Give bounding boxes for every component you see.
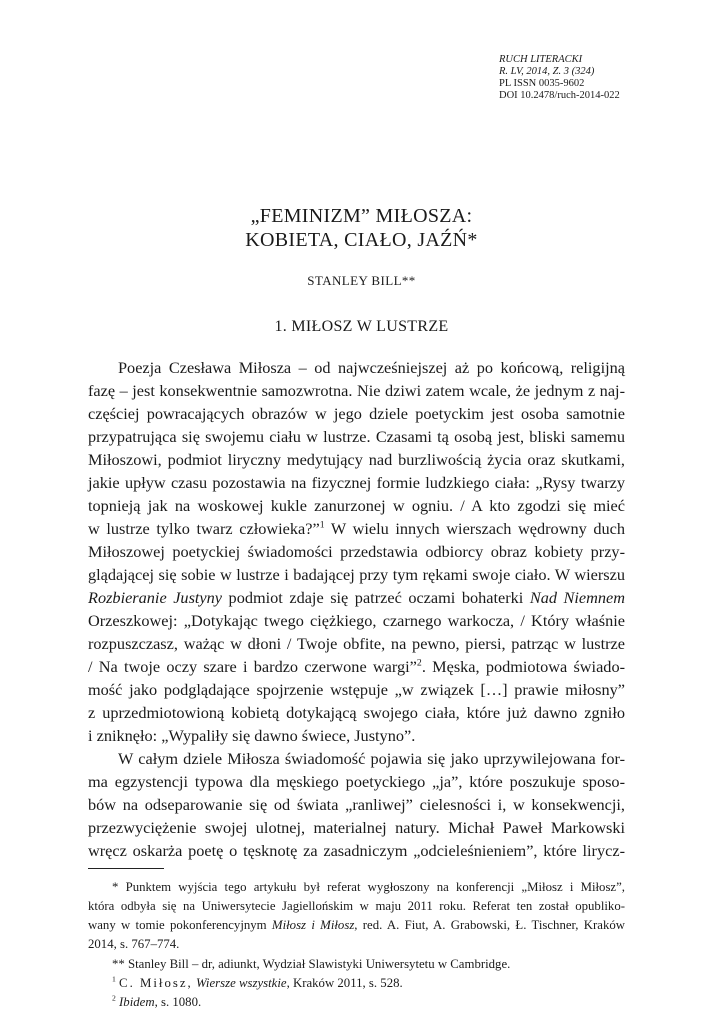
body-line: / Na twoje oczy szare i bardzo czerwone wargi”$^2$. Męska, podmiotowa świado- [88, 657, 626, 676]
journal-name: RUCH LITERACKI [499, 54, 583, 65]
body-line: wręcz oskarża poetę o tęsknotę za zasadniczym „odcieleśnieniem”, które lirycz- [88, 841, 625, 860]
body-line: glądającej się sobie w lustrze i badającej przy tym rękami swoje ciało. W wierszu [88, 565, 625, 584]
section-heading: 1. MIŁOSZ W LUSTRZE [274, 318, 449, 335]
footnote-2: $^2$ Ibidem, s. 1080. [112, 993, 202, 1009]
journal-doi: DOI 10.2478/ruch-2014-022 [499, 90, 620, 101]
body-line: rozpuszczasz, ważąc w dłoni / Twoje obfite, na pewno, piersi, patrząc w lustrze [88, 634, 625, 653]
footnote-line: * Punktem wyjścia tego artykułu był referat wygłoszony na konferencji „Miłosz i Miłosz”, [112, 880, 625, 894]
footnote-line: wany w tomie pokonferencyjnym Miłosz i Miłosz, red. A. Fiut, A. Grabowski, Ł. Tischner, Kraków [88, 918, 625, 932]
body-line: W całym dziele Miłosza świadomość pojawia się jako uprzywilejowana for- [118, 749, 625, 768]
article-title-line-2: KOBIETA, CIAŁO, JAŹŃ* [245, 229, 478, 251]
body-line: mość jako podglądające spojrzenie wstępuje „w związek […] prawie miłosny” [88, 680, 625, 699]
footnote-1: $^1$ C. Miłosz, Wiersze wszystkie, Kraków 2011, s. 528. [112, 974, 403, 990]
footnote-ref: 2 [416, 657, 422, 669]
body-line: ma egzystencji typowa dla męskiego poetyckiego „ja”, które poszukuje sposo- [88, 772, 625, 791]
body-line: przezwyciężenie swojej ulotnej, materialnej natury. Michał Paweł Markowski [88, 818, 625, 837]
body-line: topnieją jak na woskowej kukle zanurzonej w ogniu. / A kto zgodzi się mieć [88, 496, 625, 515]
body-line: jakie upływ czasu pozostawia na fizycznej formie ludzkiego ciała: „Rysy twarzy [88, 473, 625, 492]
footnote-author: ** Stanley Bill – dr, adiunkt, Wydział Slawistyki Uniwersytetu w Cambridge. [112, 957, 511, 971]
body-line: Miłoszowi, podmiot liryczny medytujący nad burzliwością życia oraz skutkami, [88, 450, 625, 469]
body-line: Orzeszkowej: „Dotykając twego ciężkiego, czarnego warkocza, / Który właśnie [88, 611, 625, 630]
body-line: fazę – jest konsekwentnie samozwrotna. Nie dziwi zatem wcale, że jednym z naj- [88, 381, 625, 400]
body-line: i zniknęło: „Wypaliły się dawno świece, Justyno”. [88, 726, 416, 745]
body-line: w lustrze tylko twarz człowieka?”$^1$ W wielu innych wierszach wędrowny duch [88, 519, 625, 538]
footnote-line: która odbyła się na Uniwersytecie Jagiellońskim w maju 2011 roku. Referat ten został opubliko- [88, 899, 625, 913]
work-title: Rozbieranie Justyny [88, 588, 223, 607]
body-line: Poezja Czesława Miłosza – od najwcześniejszej aż po końcową, religijną [118, 358, 625, 377]
body-line: z uprzedmiotowioną kobietą dotykającą swojego ciała, które już dawno zgniło [88, 703, 625, 722]
body-line: Miłoszowej poetyckiej świadomości przedstawia odbiorcy obraz kobiety przy- [88, 542, 625, 561]
footnote-line: 2014, s. 767–774. [88, 937, 180, 951]
journal-volume: R. LV, 2014, Z. 3 (324) [499, 66, 595, 77]
body-line: bów na odseparowanie się od świata „ranliwej” cielesności i, w konsekwencji, [88, 795, 625, 814]
journal-issn: PL ISSN 0035-9602 [499, 78, 585, 89]
article-title-line-1: „FEMINIZM” MIŁOSZA: [250, 205, 473, 227]
body-line: częściej powracających obrazów w jego dziele poetyckim jest osoba samotnie [88, 404, 625, 423]
footnote-divider [88, 868, 164, 869]
body-line: Rozbieranie Justyny podmiot zdaje się patrzeć oczami bohaterki Nad Niemnem [88, 588, 626, 607]
body-line: przypatrująca się swojemu ciału w lustrze. Czasami tą osobą jest, bliski samemu [88, 427, 625, 446]
journal-info [499, 54, 699, 102]
work-title: Nad Niemnem [529, 588, 626, 607]
author-name: STANLEY BILL** [307, 273, 416, 288]
footnote-ref: 1 [319, 519, 325, 531]
